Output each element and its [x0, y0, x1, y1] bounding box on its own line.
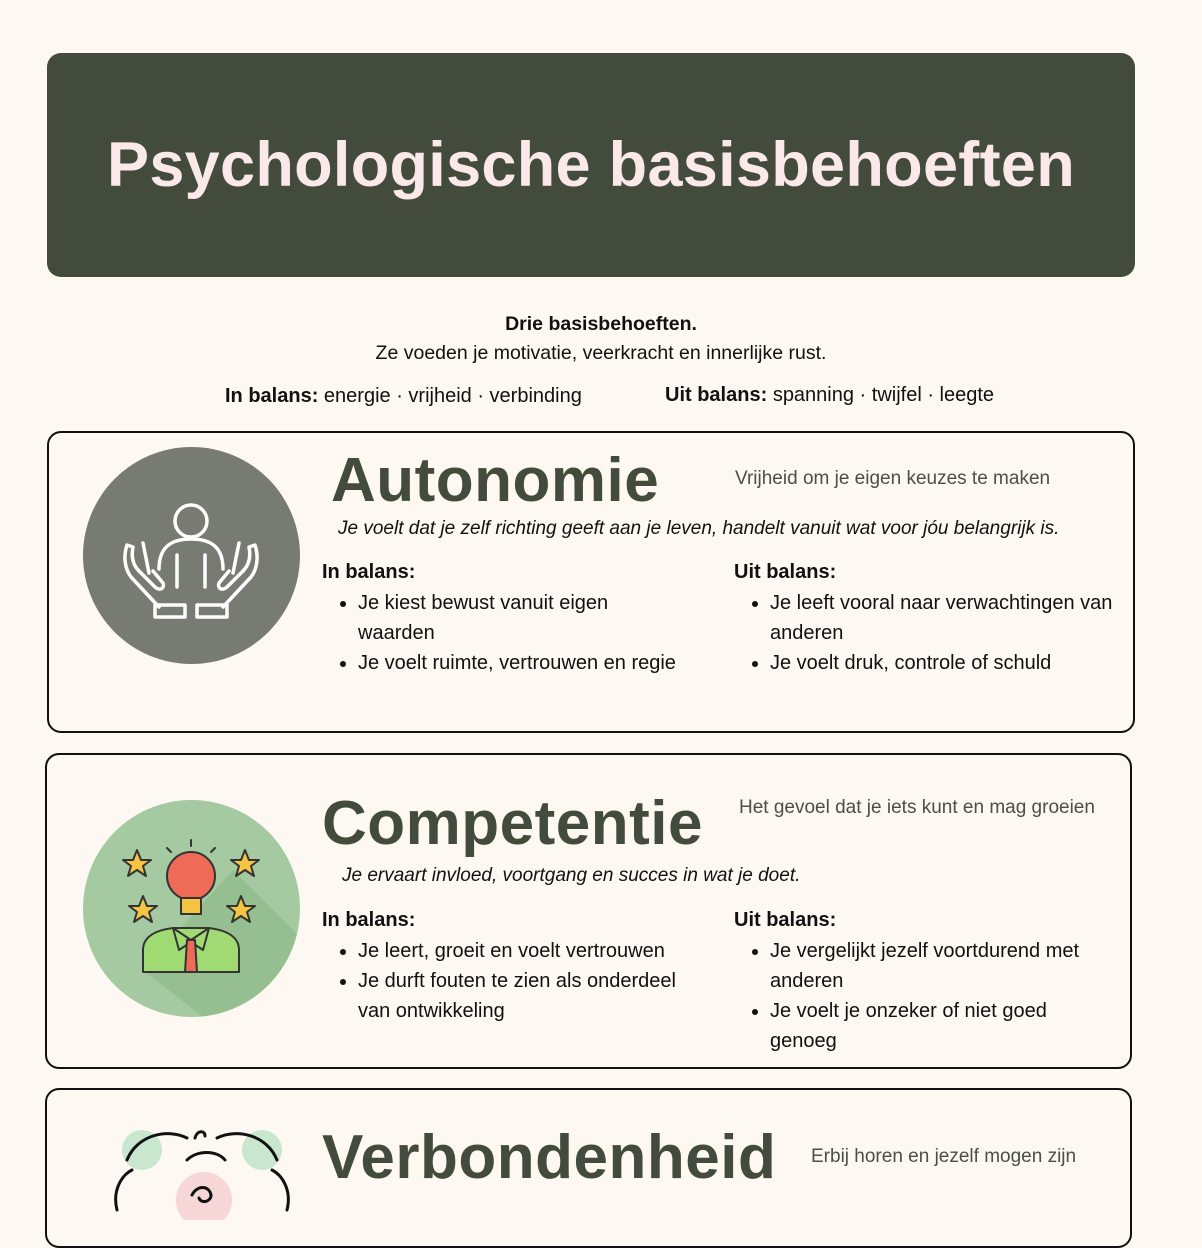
connected-people-icon: [107, 1120, 287, 1220]
out-balance-column: [734, 561, 1124, 678]
in-balance-label: In balans:: [322, 561, 416, 583]
card-title: Autonomie: [331, 446, 660, 515]
out-balance-label: Uit balans:: [734, 561, 837, 583]
lightbulb-stars-person-icon: [83, 800, 300, 1017]
in-balance-column: [322, 561, 682, 678]
intro-title: Drie basisbehoeften.: [505, 313, 697, 335]
card-title: Verbondenheid: [322, 1123, 777, 1192]
intro-out-label: Uit balans:: [665, 384, 768, 406]
out-balance-column: [734, 909, 1114, 1056]
card-tagline: Erbij horen en jezelf mogen zijn: [811, 1146, 1077, 1167]
card-tagline: Het gevoel dat je iets kunt en mag groeien: [739, 797, 1095, 818]
list-item: • Je voelt ruimte, vertrouwen en regie: [358, 648, 682, 678]
list-item: • Je leeft vooral naar verwachtingen van anderen: [770, 588, 1124, 648]
in-balance-column: [322, 909, 707, 1026]
intro-out-value: spanning · twijfel · leegte: [772, 384, 995, 406]
out-balance-label: Uit balans:: [734, 909, 837, 931]
list-item: • Je kiest bewust vanuit eigen waarden: [358, 588, 682, 648]
intro-subtitle: Ze voeden je motivatie, veerkracht en innerlijke rust.: [375, 342, 827, 364]
card-competentie: [45, 753, 1132, 1069]
card-tagline: Vrijheid om je eigen keuzes te maken: [735, 468, 1051, 489]
list-item: • Je voelt je onzeker of niet goed genoeg: [770, 996, 1114, 1056]
intro-in-balance: [225, 385, 582, 408]
list-item: • Je leert, groeit en voelt vertrouwen: [358, 936, 707, 966]
intro-in-label: In balans:: [225, 385, 319, 407]
card-description: Je voelt dat je zelf richting geeft aan je leven, handelt vanuit wat voor jóu belangrijk is.: [338, 518, 1060, 539]
card-autonomie: [47, 431, 1135, 733]
card-title: Competentie: [322, 789, 703, 858]
intro-in-value: energie · vrijheid · verbinding: [323, 385, 582, 407]
card-description: Je ervaart invloed, voortgang en succes in wat je doet.: [342, 865, 801, 886]
card-verbondenheid: [45, 1088, 1132, 1248]
in-balance-label: In balans:: [322, 909, 416, 931]
intro-out-balance: [665, 384, 994, 407]
list-item: • Je durft fouten te zien als onderdeel van ontwikkeling: [358, 966, 707, 1026]
list-item: • Je voelt druk, controle of schuld: [770, 648, 1124, 678]
header-banner: [47, 53, 1135, 277]
open-hands-person-icon: [83, 447, 300, 664]
page-title: Psychologische basisbehoeften: [107, 130, 1075, 200]
list-item: • Je vergelijkt jezelf voortdurend met anderen: [770, 936, 1114, 996]
